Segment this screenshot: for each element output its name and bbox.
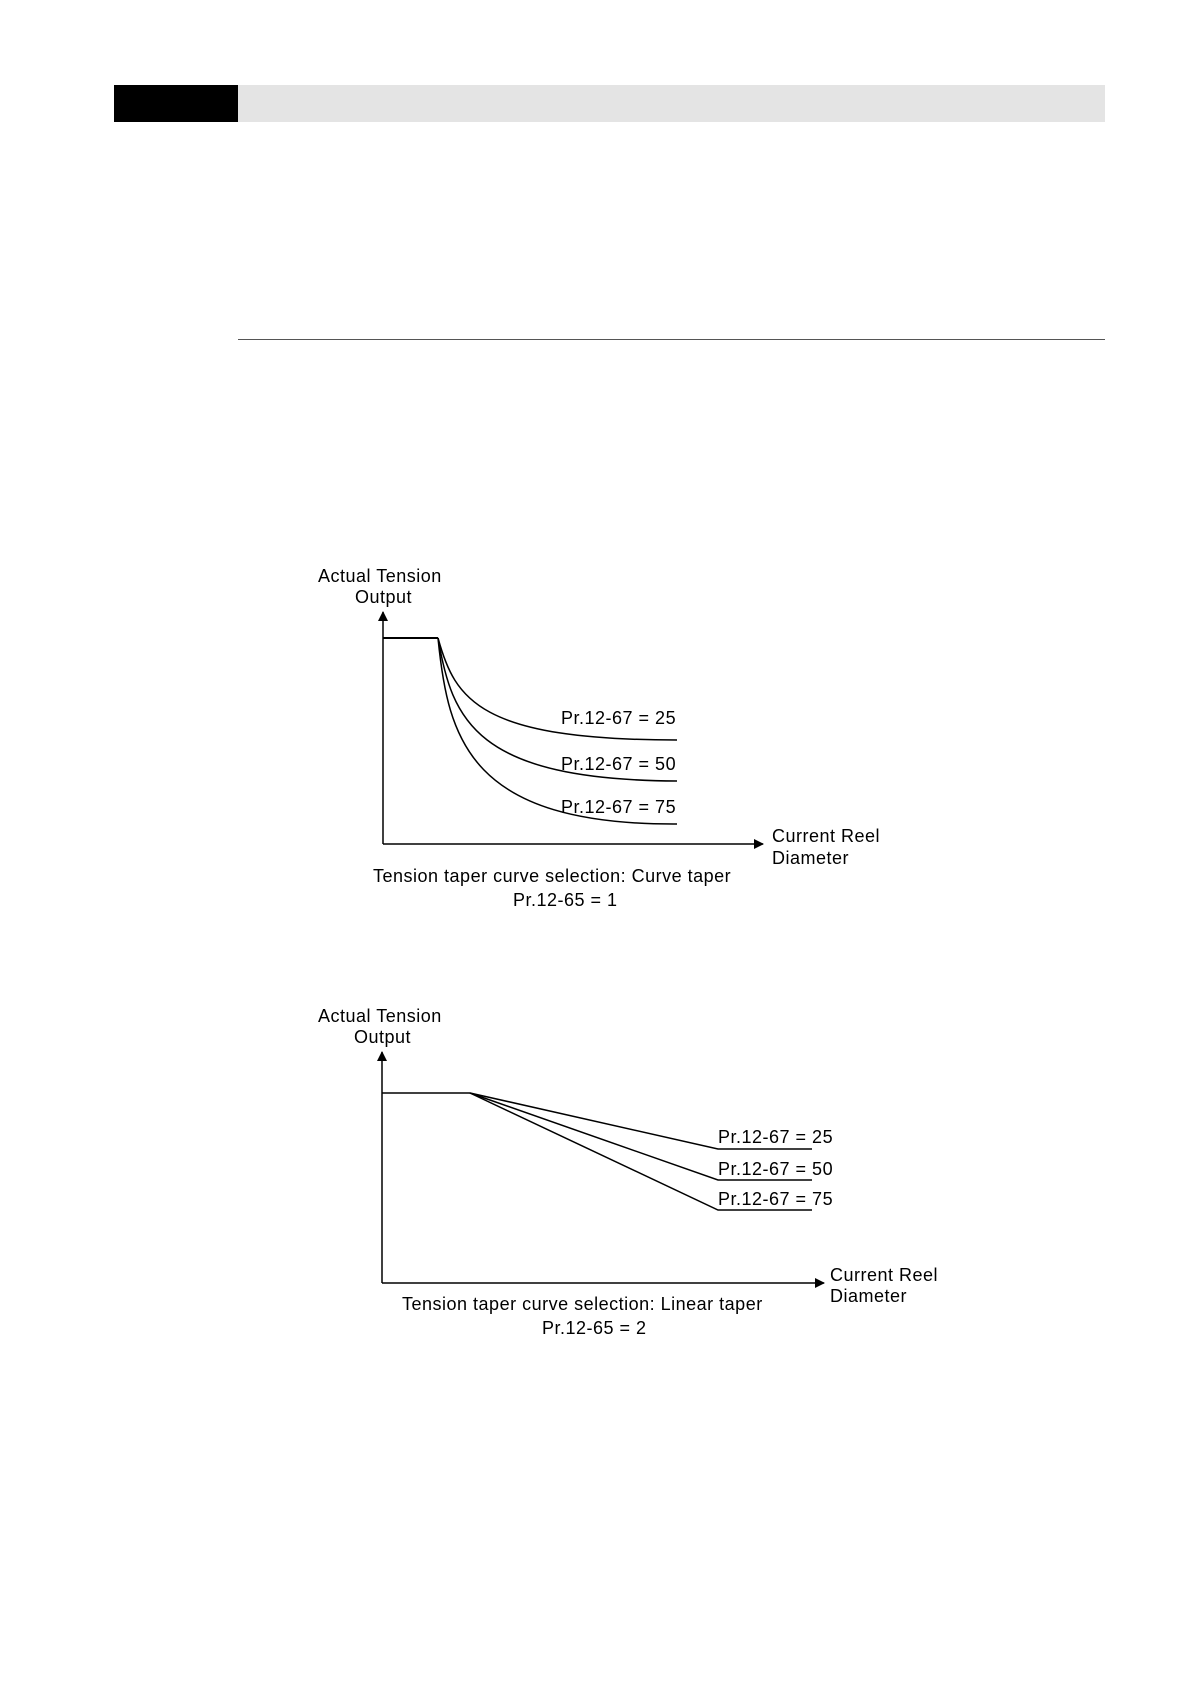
fig2-x-label-line1: Current Reel: [830, 1265, 939, 1285]
fig1-y-label-line2: Output: [355, 587, 413, 607]
figure-linear-taper: [318, 1006, 938, 1338]
fig1-caption-line1: Tension taper curve selection: Curve taper: [373, 866, 732, 886]
fig2-caption-line2: Pr.12-65 = 2: [542, 1318, 647, 1338]
fig2-y-label-line2: Output: [354, 1027, 412, 1047]
fig1-y-label-line1: Actual Tension: [318, 566, 442, 586]
fig1-caption-line2: Pr.12-65 = 1: [513, 890, 618, 910]
fig2-x-label-line2: Diameter: [830, 1286, 908, 1306]
fig1-curve-label-75: Pr.12-67 = 75: [561, 797, 677, 817]
fig1-curve-label-50: Pr.12-67 = 50: [561, 754, 677, 774]
fig2-curve-label-50: Pr.12-67 = 50: [718, 1159, 834, 1179]
fig1-x-label-line2: Diameter: [772, 848, 850, 868]
fig1-x-label-line1: Current Reel: [772, 826, 881, 846]
fig2-curve-label-75: Pr.12-67 = 75: [718, 1189, 834, 1209]
figure-curve-taper: [318, 566, 880, 910]
fig2-curve-label-25: Pr.12-67 = 25: [718, 1127, 834, 1147]
fig2-y-label-line1: Actual Tension: [318, 1006, 442, 1026]
fig2-caption-line1: Tension taper curve selection: Linear taper: [402, 1294, 763, 1314]
fig1-curve-label-25: Pr.12-67 = 25: [561, 708, 677, 728]
